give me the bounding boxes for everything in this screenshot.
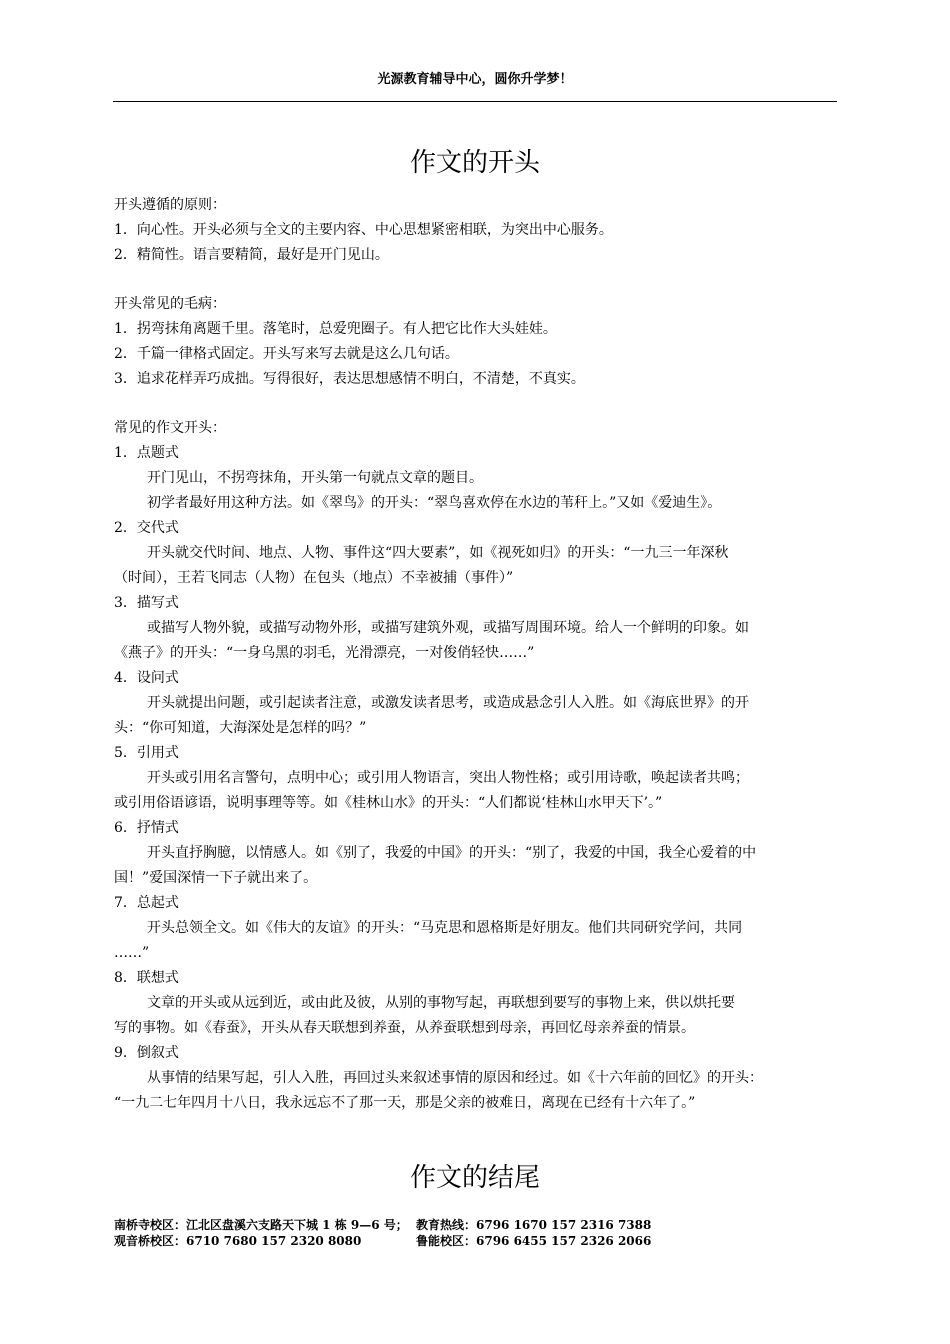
page-header: 光源教育辅导中心，圆你升学梦！	[377, 72, 573, 87]
faults-heading: 开头常见的毛病：	[114, 296, 226, 312]
header-divider	[113, 101, 837, 102]
type-text: （时间），王若飞同志（人物）在包头（地点）不幸被捕（事件）”	[114, 570, 514, 586]
type-text: 开头或引用名言警句，点明中心；或引用人物语言，突出人物性格；或引用诗歌，唤起读者共鸣；	[147, 770, 749, 786]
footer-row	[114, 1217, 836, 1233]
types-heading: 常见的作文开头：	[114, 420, 226, 436]
principles-heading: 开头遵循的原则：	[114, 197, 226, 213]
type-text: 开头总领全文。如《伟大的友谊》的开头：“马克思和恩格斯是好朋友。他们共同研究学问，共同	[147, 920, 743, 936]
type-text: 写的事物。如《春蚕》，开头从春天联想到养蚕，从养蚕联想到母亲，再回忆母亲养蚕的情景。	[114, 1020, 695, 1036]
fault-item: 2．千篇一律格式固定。开头写来写去就是这么几句话。	[114, 346, 459, 362]
type-text: “一九二七年四月十八日，我永远忘不了那一天，那是父亲的被难日，离现在已经有十六年了。”	[114, 1095, 696, 1111]
section-title-ending: 作文的结尾	[409, 1163, 540, 1194]
type-title: 2．交代式	[114, 520, 179, 536]
footer-hotline: 鲁能校区：6796 6455 157 2326 2066	[416, 1234, 652, 1248]
type-title: 3．描写式	[114, 595, 179, 611]
type-text: 国！”爱国深情一下子就出来了。	[114, 870, 318, 886]
fault-item: 3．追求花样弄巧成拙。写得很好，表达思想感情不明白，不清楚，不真实。	[114, 371, 585, 387]
type-title: 1．点题式	[114, 445, 179, 461]
type-text: 头：“你可知道，大海深处是怎样的吗？”	[114, 720, 367, 736]
page-title: 作文的开头	[409, 148, 540, 179]
principle-item: 1．向心性。开头必须与全文的主要内容、中心思想紧密相联，为突出中心服务。	[114, 222, 613, 238]
footer-row	[114, 1233, 836, 1249]
type-title: 7．总起式	[114, 895, 179, 911]
type-text: 从事情的结果写起，引人入胜，再回过头来叙述事情的原因和经过。如《十六年前的回忆》的开头：	[147, 1070, 763, 1086]
article-body	[114, 193, 836, 1116]
type-text: 开头直抒胸臆，以情感人。如《别了，我爱的中国》的开头：“别了，我爱的中国，我全心爱着的中	[147, 845, 757, 861]
principle-item: 2．精简性。语言要精简，最好是开门见山。	[114, 247, 389, 263]
type-text: 或引用俗语谚语，说明事理等等。如《桂林山水》的开头：“人们都说‘桂林山水甲天下’。”	[114, 795, 663, 811]
type-text: 或描写人物外貌，或描写动物外形，或描写建筑外观，或描写周围环境。给人一个鲜明的印象。如	[147, 620, 749, 636]
footer-hotline: 教育热线：6796 1670 157 2316 7388	[416, 1218, 652, 1232]
type-title: 8．联想式	[114, 970, 179, 986]
type-text: 开头就交代时间、地点、人物、事件这“四大要素”，如《视死如归》的开头：“一九三一年深秋	[147, 545, 729, 561]
page-footer	[114, 1217, 836, 1249]
type-text: 开头就提出问题，或引起读者注意，或激发读者思考，或造成悬念引人入胜。如《海底世界》的开	[147, 695, 749, 711]
footer-campus: 观音桥校区：6710 7680 157 2320 8080	[114, 1234, 362, 1248]
type-title: 6．抒情式	[114, 820, 179, 836]
type-text: 文章的开头或从远到近，或由此及彼，从别的事物写起，再联想到要写的事物上来，供以烘托要	[147, 995, 735, 1011]
type-title: 5．引用式	[114, 745, 179, 761]
type-title: 9．倒叙式	[114, 1045, 179, 1061]
type-text: 开门见山，不拐弯抹角，开头第一句就点文章的题目。	[147, 470, 483, 486]
type-title: 4．设问式	[114, 670, 179, 686]
type-text: 《燕子》的开头：“一身乌黑的羽毛，光滑漂亮，一对俊俏轻快……”	[114, 645, 535, 661]
type-text: ……”	[114, 945, 150, 961]
type-text: 初学者最好用这种方法。如《翠鸟》的开头：“翠鸟喜欢停在水边的苇秆上。”又如《爱迪生》。	[147, 495, 722, 511]
fault-item: 1．拐弯抹角离题千里。落笔时，总爱兜圈子。有人把它比作大头娃娃。	[114, 321, 557, 337]
footer-campus: 南桥寺校区：江北区盘溪六支路天下城 1 栋 9—6 号；	[114, 1218, 408, 1232]
